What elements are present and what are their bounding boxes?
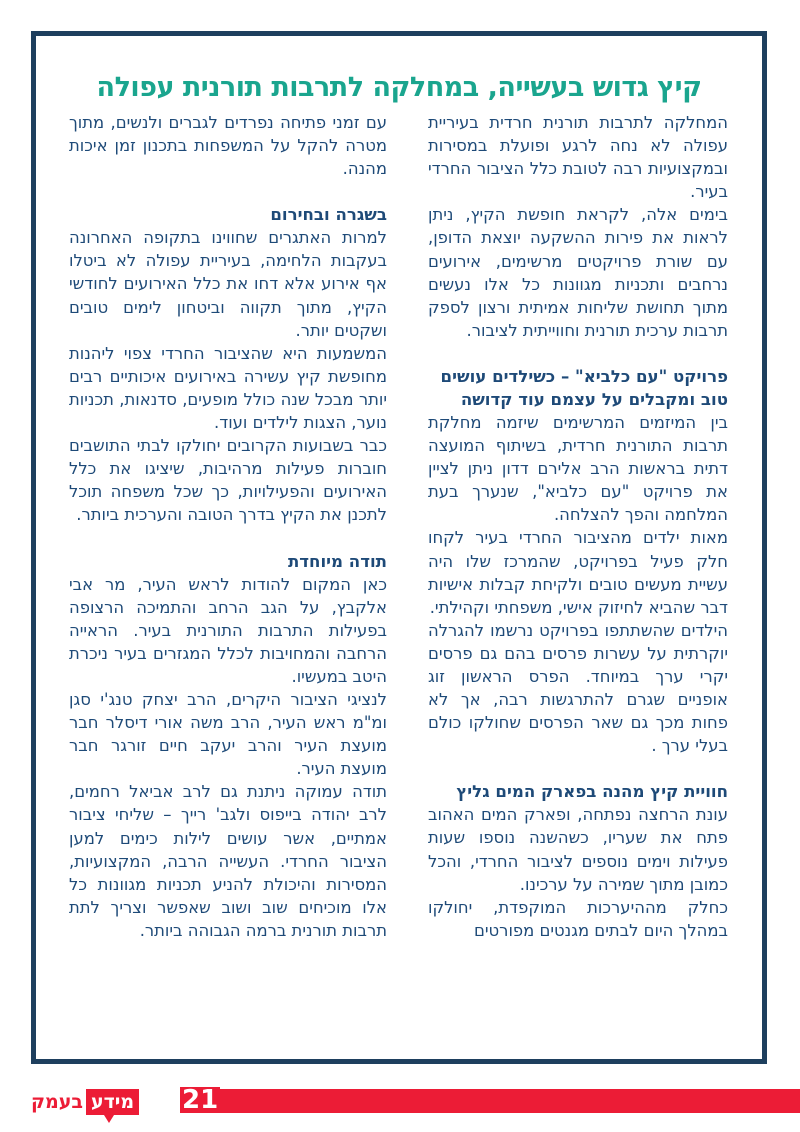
right-column [428, 111, 728, 942]
section3-paragraph-1: למרות האתגרים שחווינו בתקופה האחרונה בעקבות הלחימה, בעיריית עפולה לא ביטלו אף אירוע אלא דחו את כלל האירועים לחודשי הקיץ, מתוך תקווה וביטחון לימים טובים ושקטים יותר. [69, 228, 387, 340]
section4-paragraph-3: תודה עמוקה ניתנת גם לרב אביאל רחמים, לרב יהודה בייפוס ולגב' רייך – שליחי ציבור אמתיים, אשר עושים לילות כימים למען הציבור החרדי. העשייה הרבה, המקצועיות, המסירות והיכולת להניע תכניות מגוונות כל אלו מוכיחים שוב ושוב שאפשר וצריך לתת תרבות תורנית ברמה הגבוהה ביותר. [69, 782, 387, 940]
section-heading-special-thanks: תודה מיוחדת [287, 551, 387, 571]
spacer [428, 757, 728, 780]
intro-paragraph-2: בימים אלה, לקראת חופשת הקיץ, ניתן לראות את פירות ההשקעה יוצאת הדופן, עם שורת פרויקטים מרשימים, אירועים נרחבים ותכניות מגוונות כל אלו נעשים מתוך תחושת שליחות אמיתית ורצון לספק תרבות ערכית תורנית וחווייתית לציבור. [428, 205, 728, 340]
section2-paragraph-1: עונת הרחצה נפתחה, ופארק המים האהוב פתח את שעריו, כשהשנה נוספו שעות פעילות וימים נוספים לציבור החרדי, והכל כמובן מתוך שמירה על ערכינו. [428, 805, 728, 894]
article-frame [31, 31, 767, 1064]
section-heading-routine-emergency: בשגרה ובחירום [270, 205, 387, 225]
section-heading-am-kelavi: פרויקט "עם כלביא" – כשילדים עושים טוב ומקבלים על עצמם עוד קדושה [440, 366, 728, 409]
section3-paragraph-3: כבר בשבועות הקרובים יחולקו לבתי התושבים חוברות פעילות מרהיבות, שיציגו את כלל האירועים והפעילויות, כך שכל משפחה תוכל לתכנן את הקיץ בדרך הטובה והערכית ביותר. [69, 436, 387, 525]
logo-word-plain: בעמק [31, 1091, 83, 1113]
intro-paragraph-1: המחלקה לתרבות תורנית חרדית בעיריית עפולה לא נחה לרגע ופועלת במסירות ובמקצועיות רבה לטובת כלל הציבור החרדי בעיר. [428, 113, 728, 202]
footer-red-bar [215, 1089, 800, 1113]
section1-paragraph-1: בין המיזמים המרשימים שיזמה מחלקת תרבות התורנית חרדית, בשיתוף המועצה דתית בראשות הרב אלירם דדון ניתן לציין את פרויקט "עם כלביא", שנערך בעת המלחמה והפך להצלחה. [428, 412, 728, 525]
publication-logo [28, 1088, 139, 1116]
left-column [69, 111, 387, 942]
spacer [69, 527, 387, 550]
section2-paragraph-2: כחלק מההיערכות המוקפדת, יחולקו במהלך היום לבתים מגנטים מפורטים [428, 897, 728, 940]
logo-word-boxed: מידע [86, 1089, 139, 1115]
spacer [69, 180, 387, 203]
page-number-label: 21 [182, 1085, 219, 1115]
page-number [172, 1085, 218, 1115]
section-heading-water-park: חוויית קיץ מהנה בפארק המים גליץ [456, 782, 728, 802]
spacer [428, 342, 728, 365]
section1-paragraph-3: הילדים שהשתתפו בפרויקט נרשמו להגרלה יוקרתית על עשרות פרסים בהם גם פרסים יקרי ערך במיוחד. הפרס הראשון זוג אופניים שגרם להתרגשות רבה, אך לא פחות מכך גם שאר הפרסים שחולקו כולם בעלי ערך . [428, 620, 728, 756]
article-title: קיץ גדוש בעשייה, במחלקה לתרבות תורנית עפולה [96, 72, 702, 104]
section3-paragraph-2: המשמעות היא שהציבור החרדי צפוי ליהנות מחופשת קיץ עשירה באירועים איכותיים רבים יותר מבכל שנה כולל מופעים, סדנאות, תכניות נוער, הצגות לילדים ועוד. [69, 343, 387, 433]
section4-paragraph-2: לנציגי הציבור היקרים, הרב יצחק טנג'י סגן ומ"מ ראש העיר, הרב משה אורי דיסלר חבר מועצת העיר והרב יעקב חיים זורגר חבר מועצת העיר. [69, 689, 387, 779]
continuation-paragraph: עם זמני פתיחה נפרדים לגברים ולנשים, מתוך מטרה להקל על המשפחות בתכנון זמן איכות מהנה. [69, 113, 387, 179]
section4-paragraph-1: כאן המקום להודות לראש העיר, מר אבי אלקבץ, על הגב הרחב והתמיכה הרצופה בפעילות התרבות התורנית בעיר. הראייה הרחבה והמחויבות לכלל המגזרים בעיר ניכרת היטב במעשיו. [69, 574, 387, 686]
section1-paragraph-2: מאות ילדים מהציבור החרדי בעיר לקחו חלק פעיל בפרויקט, שהמרכז שלו היה עשיית מעשים טובים ולקיחת קבלות אישיות דבר שהביא לחיזוק אישי, משפחתי וקהילתי. [428, 528, 728, 617]
